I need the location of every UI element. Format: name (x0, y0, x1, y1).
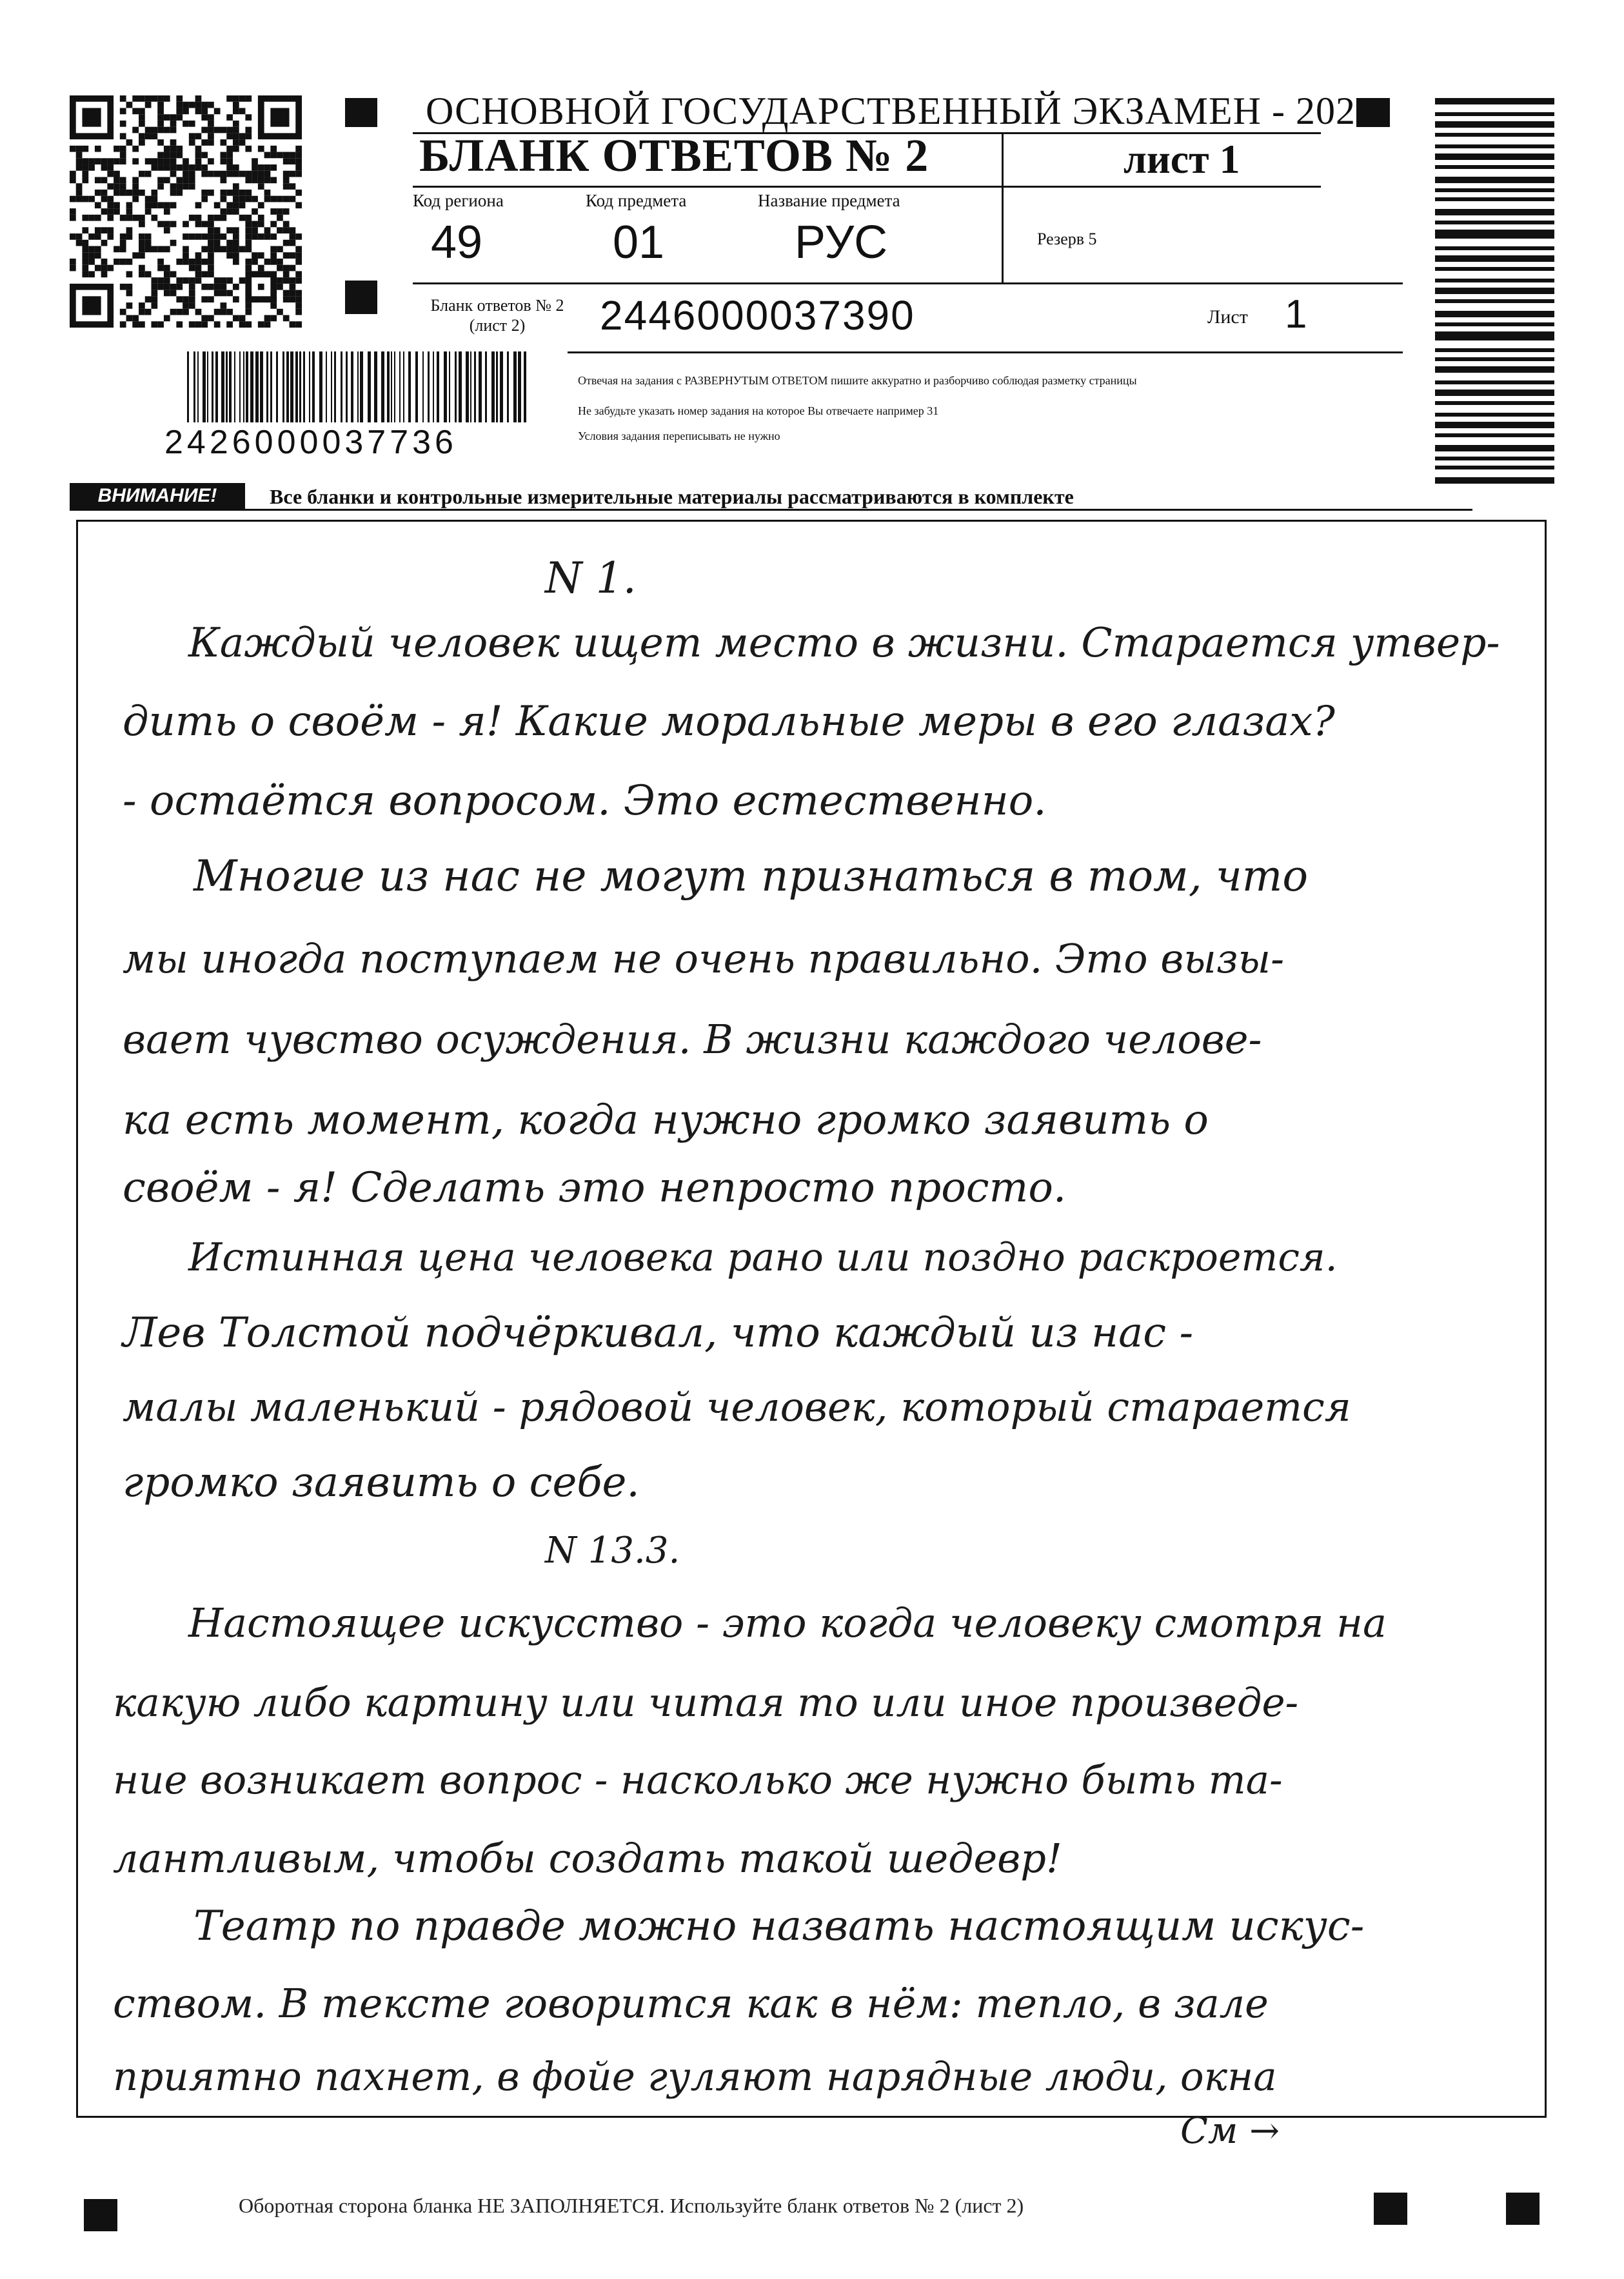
instruction-line: Условия задания переписывать не нужно (578, 429, 780, 442)
registration-mark (84, 2199, 117, 2231)
subject-name: РУС (795, 217, 888, 268)
registration-mark (1374, 2193, 1407, 2225)
form-title: БЛАНК ОТВЕТОВ № 2 (419, 130, 929, 181)
timing-marks (1435, 98, 1554, 501)
handwritten-line: мы иногда поступаем не очень правильно. Это вызы- (123, 935, 1285, 982)
handwritten-line: громко заявить о себе. (123, 1459, 640, 1506)
handwritten-line: лантливым, чтобы создать такой шедевр! (113, 1835, 1062, 1882)
instruction-line: Не забудьте указать номер задания на которое Вы отвечаете например 31 (578, 404, 939, 417)
reserve-label: Резерв 5 (1037, 230, 1097, 248)
exam-title: ОСНОВНОЙ ГОСУДАРСТВЕННЫЙ ЭКЗАМЕН - 2024 (426, 90, 1376, 132)
handwritten-line: приятно пахнет, в фойе гуляют нарядные люди, окна (113, 2054, 1277, 2100)
attention-text: Все бланки и контрольные измерительные материалы рассматриваются в комплекте (270, 485, 1074, 508)
handwritten-line: малы маленький - рядовой человек, который старается (123, 1383, 1351, 1430)
list-number: 1 (1285, 292, 1307, 337)
form2-label-line1: Бланк ответов № 2 (430, 296, 564, 315)
task-number: N 1. (545, 553, 637, 603)
subject-name-label: Название предмета (758, 191, 900, 210)
footer-note: Оборотная сторона бланка НЕ ЗАПОЛНЯЕТСЯ. Используйте бланк ответов № 2 (лист 2) (239, 2194, 1024, 2217)
handwritten-line: вает чувство осуждения. В жизни каждого челове- (123, 1016, 1262, 1063)
registration-mark (345, 98, 377, 127)
subject-code: 01 (613, 217, 665, 268)
handwritten-line: - остаётся вопросом. Это естественно. (123, 777, 1047, 825)
handwritten-line: дить о своём - я! Какие моральные меры в его глазах? (123, 698, 1335, 745)
divider (568, 351, 1403, 353)
handwritten-line: ством. В тексте говорится как в нём: тепло, в зале (113, 1980, 1269, 2027)
handwritten-line: Театр по правде можно назвать настоящим искус- (193, 1902, 1365, 1950)
form2-label-line2: (лист 2) (469, 316, 526, 335)
region-code-label: Код региона (413, 191, 504, 210)
sheet-title: лист 1 (1124, 136, 1240, 182)
handwritten-line: Лев Толстой подчёркивал, что каждый из нас - (123, 1309, 1194, 1357)
handwritten-line: Настоящее искусство - это когда человеку смотря на (188, 1599, 1387, 1646)
divider (1002, 134, 1004, 284)
subject-code-label: Код предмета (586, 191, 687, 210)
form2-number: 2446000037390 (600, 292, 915, 339)
handwritten-line: Истинная цена человека рано или поздно раскроется. (188, 1235, 1338, 1280)
registration-mark (345, 281, 377, 314)
handwritten-line: Многие из нас не могут признаться в том, что (193, 851, 1309, 901)
divider (413, 282, 1403, 284)
divider (413, 186, 1321, 188)
divider (70, 509, 1472, 511)
task-number: N 13.3. (545, 1530, 680, 1572)
region-code: 49 (431, 217, 483, 268)
handwritten-line: ка есть момент, когда нужно громко заявить о (123, 1096, 1209, 1144)
barcode (187, 351, 535, 430)
form2-label (404, 295, 591, 335)
qr-code (70, 95, 302, 328)
continued-note: См → (1180, 2110, 1280, 2152)
handwritten-line: Каждый человек ищет место в жизни. Старается утвер- (188, 619, 1500, 666)
instruction-line: Отвечая на задания с РАЗВЕРНУТЫМ ОТВЕТОМ пишите аккуратно и разборчиво соблюдая разметку страницы (578, 374, 1137, 387)
attention-badge: ВНИМАНИЕ! (70, 483, 245, 509)
handwritten-line: ние возникает вопрос - насколько же нужно быть та- (113, 1757, 1283, 1803)
registration-mark (1506, 2193, 1540, 2225)
list-label: Лист (1207, 306, 1248, 328)
handwritten-line: своём - я! Сделать это непросто просто. (123, 1164, 1067, 1212)
handwritten-line: какую либо картину или читая то или иное произведе- (113, 1680, 1299, 1726)
barcode-number: 2426000037736 (164, 424, 457, 461)
